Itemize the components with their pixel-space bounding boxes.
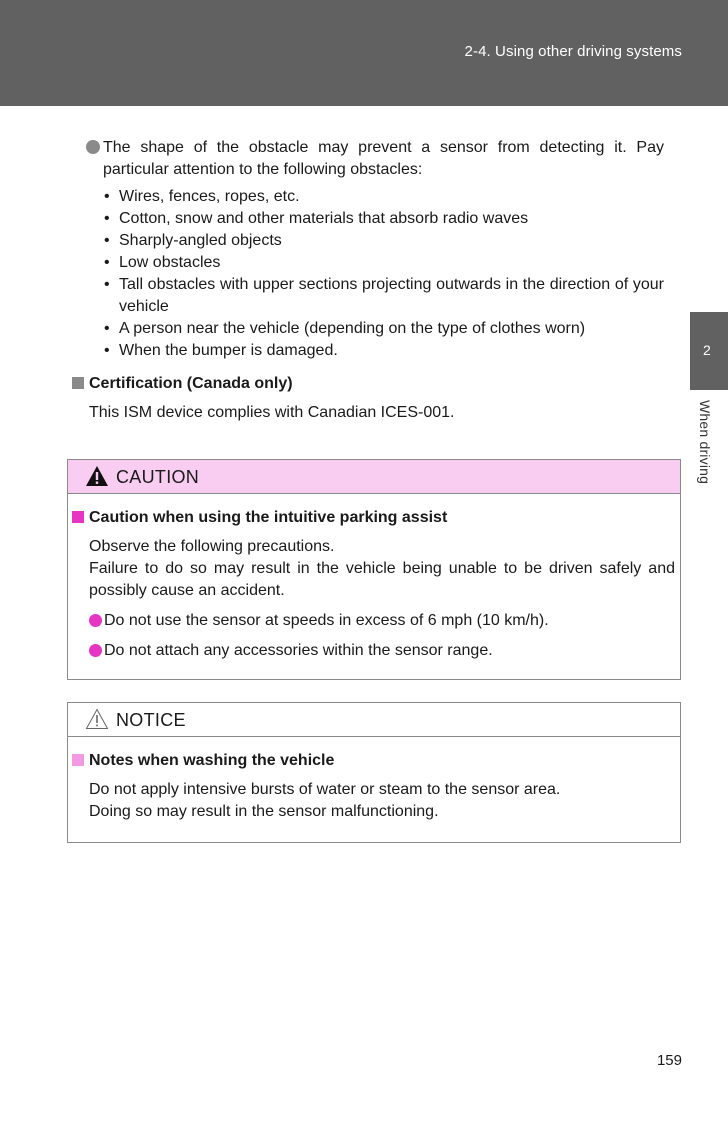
caution-title-bar xyxy=(68,460,680,494)
caution-box xyxy=(67,459,681,680)
notice-title-bar xyxy=(68,703,680,737)
square-bullet-icon xyxy=(72,754,84,766)
list-item: • Sharply-angled objects xyxy=(86,230,664,252)
square-bullet-icon xyxy=(72,511,84,523)
list-item: • Tall obstacles with upper sections projecting outwards in the direction of your vehicle xyxy=(86,274,664,318)
intro-text: The shape of the obstacle may prevent a sensor from detecting it. Pay particular attention to the following obstacles: xyxy=(103,139,664,178)
caution-item-text: Do not attach any accessories within the sensor range. xyxy=(104,642,493,659)
caution-heading xyxy=(72,507,447,529)
notice-heading xyxy=(72,750,334,772)
notice-box xyxy=(67,702,681,843)
caution-title: CAUTION xyxy=(116,467,200,487)
bullet-dot-icon xyxy=(89,644,102,657)
notice-heading-text: Notes when washing the vehicle xyxy=(89,752,335,769)
bullet-dot-icon xyxy=(89,614,102,627)
section-title: 2-4. Using other driving systems xyxy=(464,43,682,60)
warning-triangle-icon xyxy=(85,465,109,492)
page-number: 159 xyxy=(656,1052,682,1069)
certification-text: This ISM device complies with Canadian ICES-001. xyxy=(89,404,455,421)
certification-heading xyxy=(72,373,293,395)
chapter-tab xyxy=(690,312,728,390)
list-item: • Wires, fences, ropes, etc. xyxy=(86,186,664,208)
caution-item-text: Do not use the sensor at speeds in excess of 6 mph (10 km/h). xyxy=(104,612,549,629)
square-bullet-icon xyxy=(72,377,84,389)
caution-heading-text: Caution when using the intuitive parking assist xyxy=(89,509,448,526)
chapter-number: 2 xyxy=(703,342,711,358)
notice-body xyxy=(89,779,675,823)
notice-line: Do not apply intensive bursts of water or steam to the sensor area. xyxy=(89,781,561,798)
obstacle-notes xyxy=(86,137,664,362)
caution-line: Observe the following precautions. xyxy=(89,538,335,555)
warning-triangle-outline-icon xyxy=(85,708,109,735)
list-item xyxy=(89,640,675,662)
certification-heading-text: Certification (Canada only) xyxy=(89,375,293,392)
caution-line: Failure to do so may result in the vehicle being unable to be driven safely and possibly cause an accident. xyxy=(89,560,675,599)
obstacle-list xyxy=(86,186,664,362)
list-item: • Cotton, snow and other materials that absorb radio waves xyxy=(86,208,664,230)
chapter-label: When driving xyxy=(697,400,713,485)
bullet-dot-icon xyxy=(86,140,100,154)
caution-body xyxy=(89,536,675,662)
page-header xyxy=(0,0,728,106)
list-item: • Low obstacles xyxy=(86,252,664,274)
list-item: • When the bumper is damaged. xyxy=(86,340,664,362)
notice-title: NOTICE xyxy=(116,710,186,730)
list-item xyxy=(89,610,675,632)
list-item: • A person near the vehicle (depending on the type of clothes worn) xyxy=(86,318,664,340)
notice-line: Doing so may result in the sensor malfunctioning. xyxy=(89,803,439,820)
intro-paragraph xyxy=(86,137,664,181)
